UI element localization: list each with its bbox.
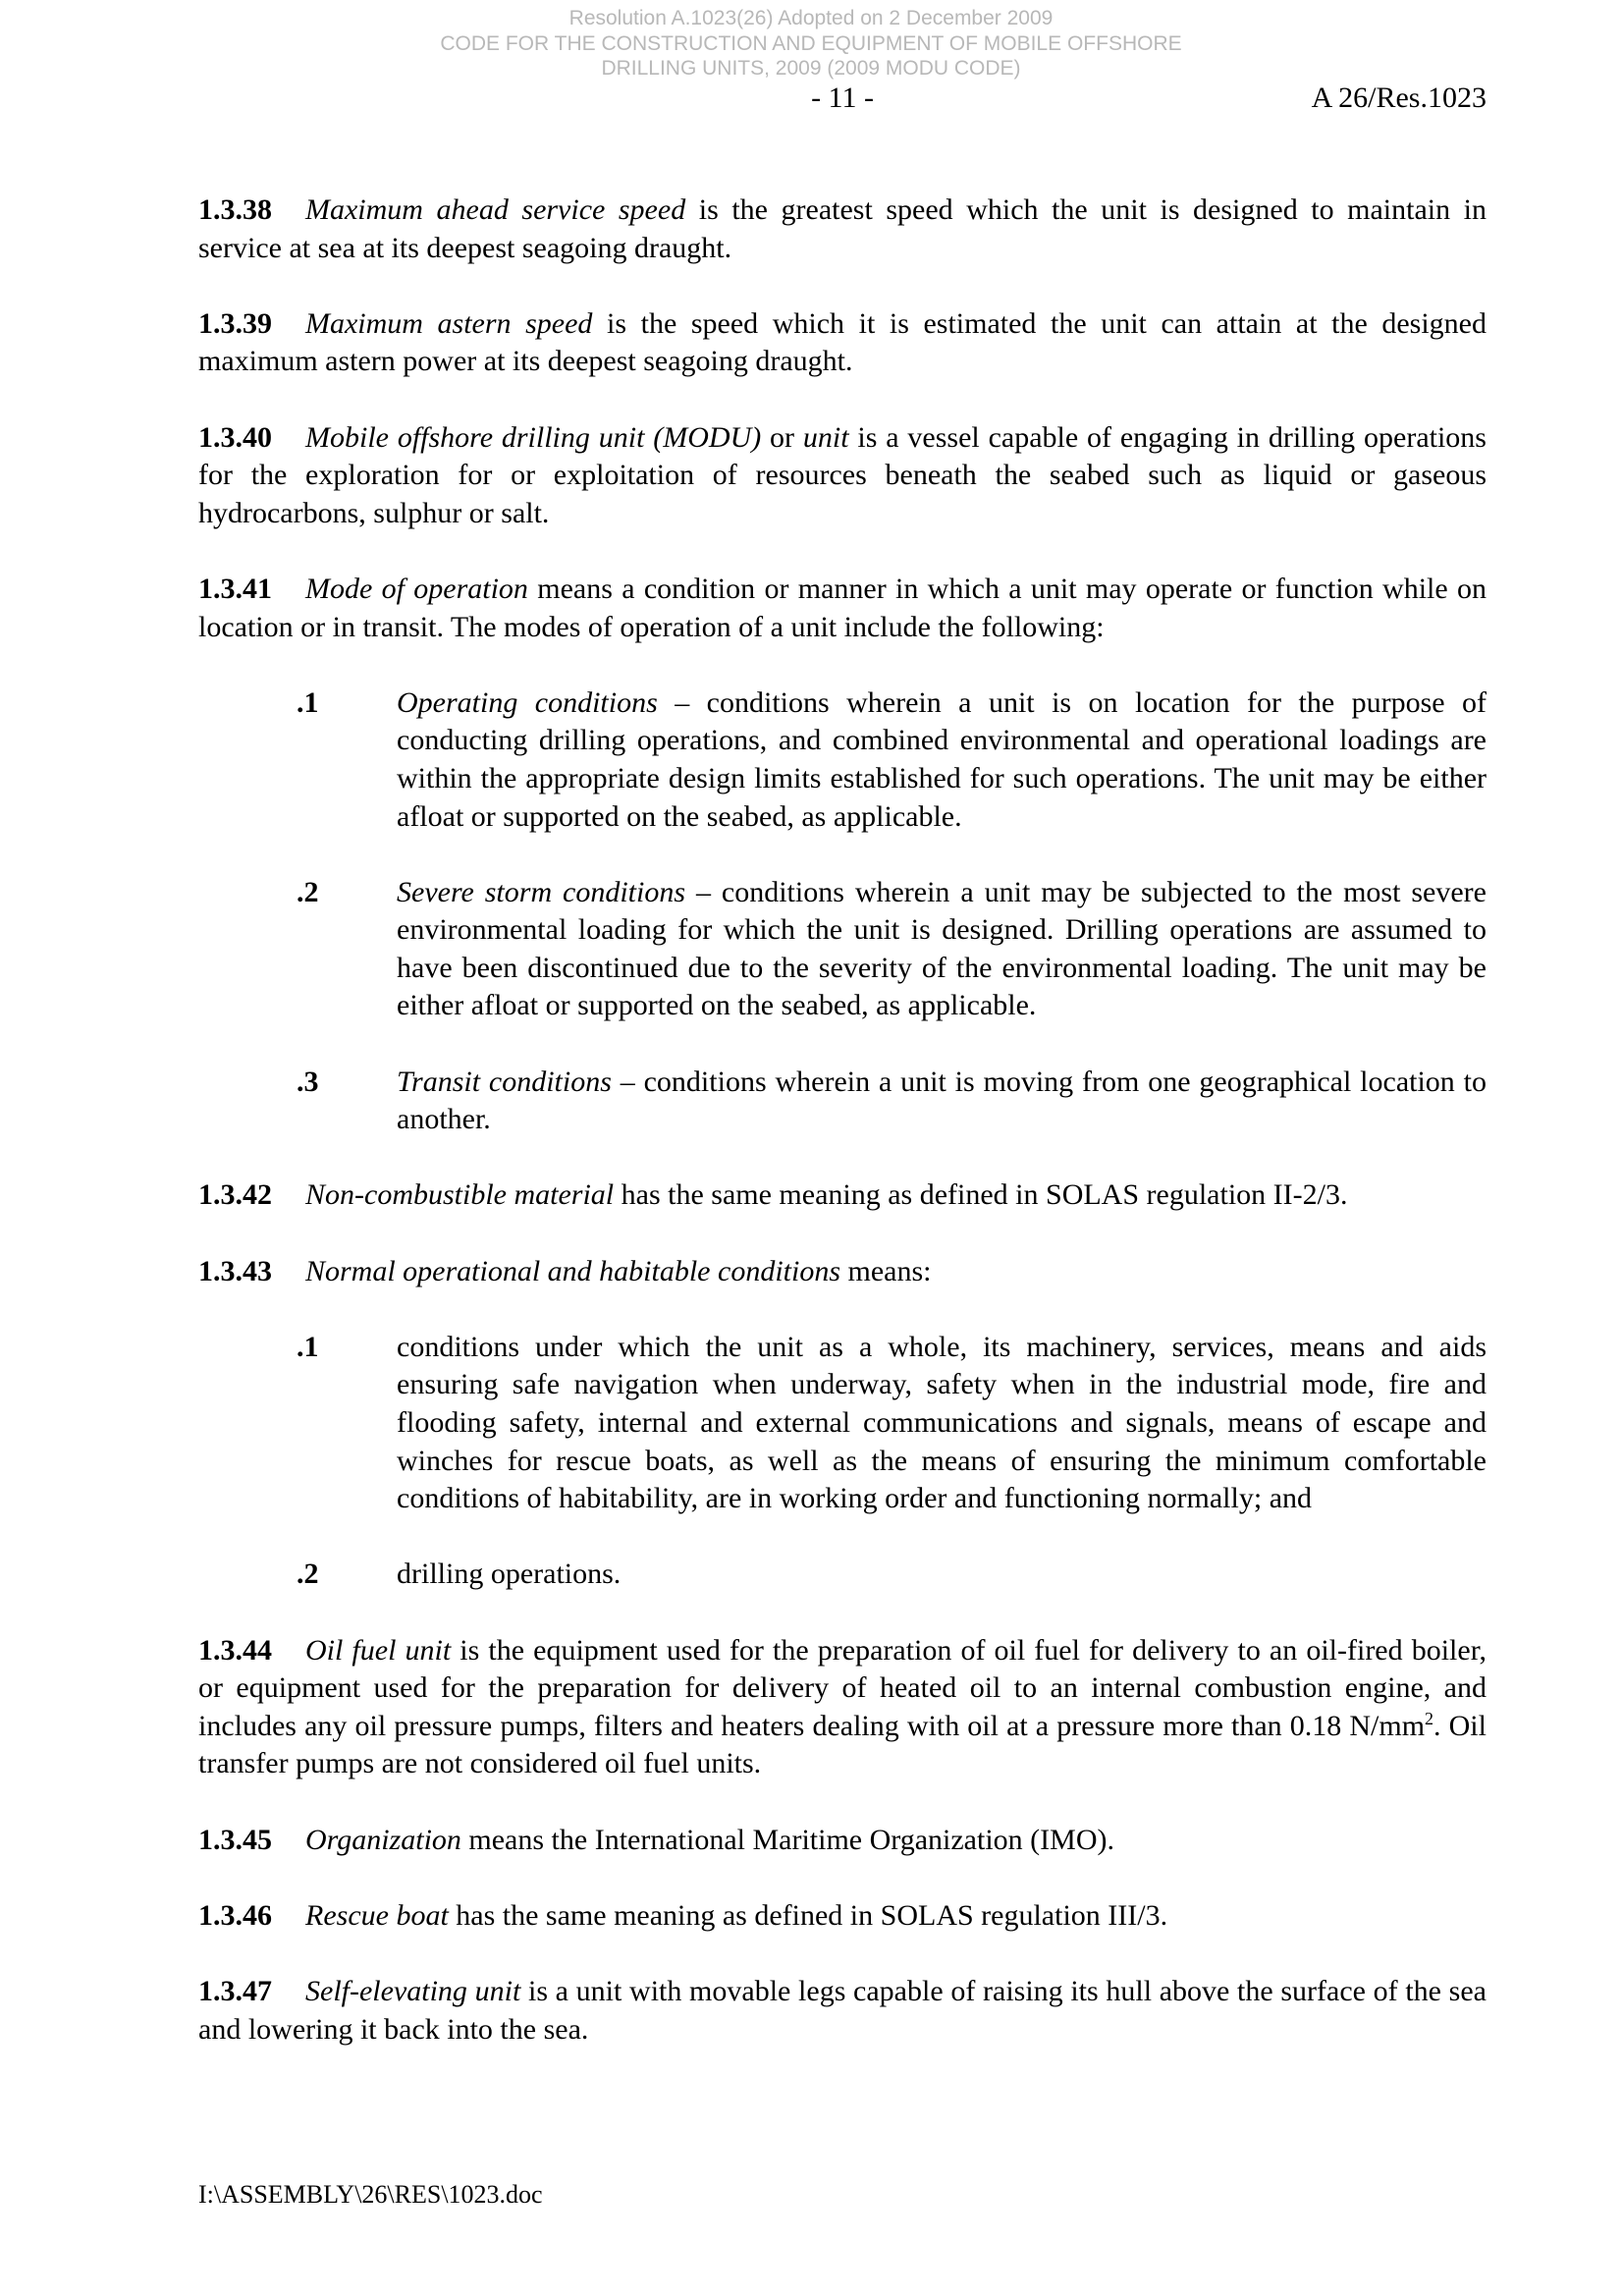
- list-item-description: – conditions wherein a unit is on location for the purpose of conducting drilling operations, and combined environmental and operational loadings are within the appropriate design limits established for such operations. The unit may be either afloat or supported on the seabed, as applicable.: [397, 685, 1487, 833]
- defined-term: Maximum ahead service speed: [305, 193, 686, 226]
- list-item: [198, 1329, 1487, 1518]
- paragraph-1-3-45: [198, 1822, 1487, 1860]
- definition-text: has the same meaning as defined in SOLAS regulation II-2/3.: [614, 1178, 1348, 1212]
- defined-term: Organization: [305, 1823, 461, 1856]
- list-item-term: Transit conditions: [397, 1065, 612, 1098]
- paragraph-1-3-46: [198, 1897, 1487, 1936]
- defined-term: Mobile offshore drilling unit (MODU): [305, 420, 762, 454]
- list-item-text: drilling operations.: [397, 1558, 622, 1591]
- definition-text: is the speed which it is estimated the unit can attain at the designed maximum astern power at its deepest seagoing draught.: [198, 306, 1487, 378]
- definition-text: means:: [840, 1254, 932, 1287]
- watermark-line-3: DRILLING UNITS, 2009 (2009 MODU CODE): [601, 57, 1021, 80]
- defined-term: Normal operational and habitable conditions: [305, 1254, 840, 1287]
- paragraph-number: 1.3.43: [198, 1254, 272, 1287]
- definition-text-continued: . Oil transfer pumps are not considered oil fuel units.: [198, 1709, 1487, 1780]
- list-item-text: [397, 684, 1487, 836]
- list-item: [198, 1556, 1487, 1594]
- defined-term: Rescue boat: [305, 1898, 449, 1932]
- list-item: [198, 874, 1487, 1025]
- document-symbol: A 26/Res.1023: [1311, 82, 1487, 114]
- list-item: [198, 1064, 1487, 1139]
- list-item-number: .2: [297, 875, 319, 908]
- list-item-text: [397, 874, 1487, 1025]
- watermark-line-2: CODE FOR THE CONSTRUCTION AND EQUIPMENT OF MOBILE OFFSHORE: [440, 31, 1182, 55]
- watermark-line-1: Resolution A.1023(26) Adopted on 2 December 2009: [568, 7, 1054, 29]
- paragraph-1-3-41: [198, 571, 1487, 646]
- definition-text: is a unit with movable legs capable of raising its hull above the surface of the sea and lowering it back into the sea.: [198, 1974, 1487, 2046]
- superscript-exponent: 2: [1425, 1708, 1434, 1728]
- definition-text: means a condition or manner in which a unit may operate or function while on location or in transit. The modes of operation of a unit include the following:: [198, 572, 1487, 643]
- paragraph-number: 1.3.42: [198, 1178, 272, 1212]
- paragraph-1-3-44: [198, 1632, 1487, 1783]
- definition-text: has the same meaning as defined in SOLAS regulation III/3.: [448, 1898, 1168, 1932]
- modes-of-operation-list: [198, 684, 1487, 1139]
- list-item-text: conditions under which the unit as a whole, its machinery, services, means and aids ensuring safe navigation when underway, safety when in the industrial mode, fire and flooding safety, internal and external communications and signals, means of escape and winches for rescue boats, as well as the means of ensuring the minimum comfortable conditions of habitability, are in working order and functioning normally; and: [397, 1330, 1487, 1515]
- defined-term-alt: unit: [802, 420, 849, 454]
- page-number: - 11 -: [811, 82, 874, 114]
- paragraph-1-3-38: [198, 191, 1487, 267]
- paragraph-number: 1.3.40: [198, 420, 272, 454]
- list-item: [198, 684, 1487, 836]
- paragraph-1-3-42: [198, 1176, 1487, 1215]
- defined-term: Oil fuel unit: [305, 1633, 452, 1667]
- list-item-term: Severe storm conditions: [397, 875, 686, 908]
- paragraph-number: 1.3.47: [198, 1974, 272, 2007]
- paragraph-1-3-43: [198, 1253, 1487, 1291]
- list-item-term: Operating conditions: [397, 685, 658, 719]
- definition-text: is the equipment used for the preparation of oil fuel for delivery to an oil-fired boiler, or equipment used for the preparation for delivery of heated oil to an internal combustion engine, and includes any oil pressure pumps, filters and heaters dealing with oil at a pressure more than 0.18 N/mm: [198, 1633, 1487, 1742]
- list-item-number: .2: [297, 1558, 319, 1591]
- list-item-number: .3: [297, 1065, 319, 1098]
- document-body: [198, 191, 1487, 2087]
- list-item-number: .1: [297, 685, 319, 719]
- definition-text: is a vessel capable of engaging in drilling operations for the exploration for or exploitation of resources beneath the seabed such as liquid or gaseous hydrocarbons, sulphur or salt.: [198, 420, 1487, 529]
- definition-text: means the International Maritime Organization (IMO).: [460, 1823, 1114, 1856]
- list-item-number: .1: [297, 1330, 319, 1363]
- defined-term: Mode of operation: [305, 572, 528, 605]
- defined-term: Maximum astern speed: [305, 306, 593, 340]
- list-item-description: – conditions wherein a unit is moving from one geographical location to another.: [397, 1065, 1487, 1136]
- watermark: [0, 6, 1622, 82]
- paragraph-number: 1.3.41: [198, 572, 272, 605]
- defined-term: Self-elevating unit: [305, 1974, 521, 2007]
- paragraph-number: 1.3.39: [198, 306, 272, 340]
- paragraph-number: 1.3.38: [198, 193, 272, 226]
- defined-term: Non-combustible material: [305, 1178, 615, 1212]
- list-item-text: [397, 1064, 1487, 1139]
- normal-conditions-list: [198, 1329, 1487, 1594]
- paragraph-number: 1.3.45: [198, 1823, 272, 1856]
- paragraph-1-3-47: [198, 1973, 1487, 2049]
- paragraph-number: 1.3.46: [198, 1898, 272, 1932]
- definition-text: is the greatest speed which the unit is designed to maintain in service at sea at its deepest seagoing draught.: [198, 193, 1487, 264]
- paragraph-1-3-40: [198, 419, 1487, 533]
- file-path-footer: I:\ASSEMBLY\26\RES\1023.doc: [198, 2180, 543, 2209]
- page-header: [198, 79, 1487, 118]
- paragraph-1-3-39: [198, 305, 1487, 381]
- paragraph-number: 1.3.44: [198, 1633, 272, 1667]
- definition-connector: or: [761, 420, 803, 454]
- list-item-description: – conditions wherein a unit may be subjected to the most severe environmental loading for which the unit is designed. Drilling operations are assumed to have been discontinued due to the severity of the environmental loading. The unit may be either afloat or supported on the seabed, as applicable.: [397, 875, 1487, 1022]
